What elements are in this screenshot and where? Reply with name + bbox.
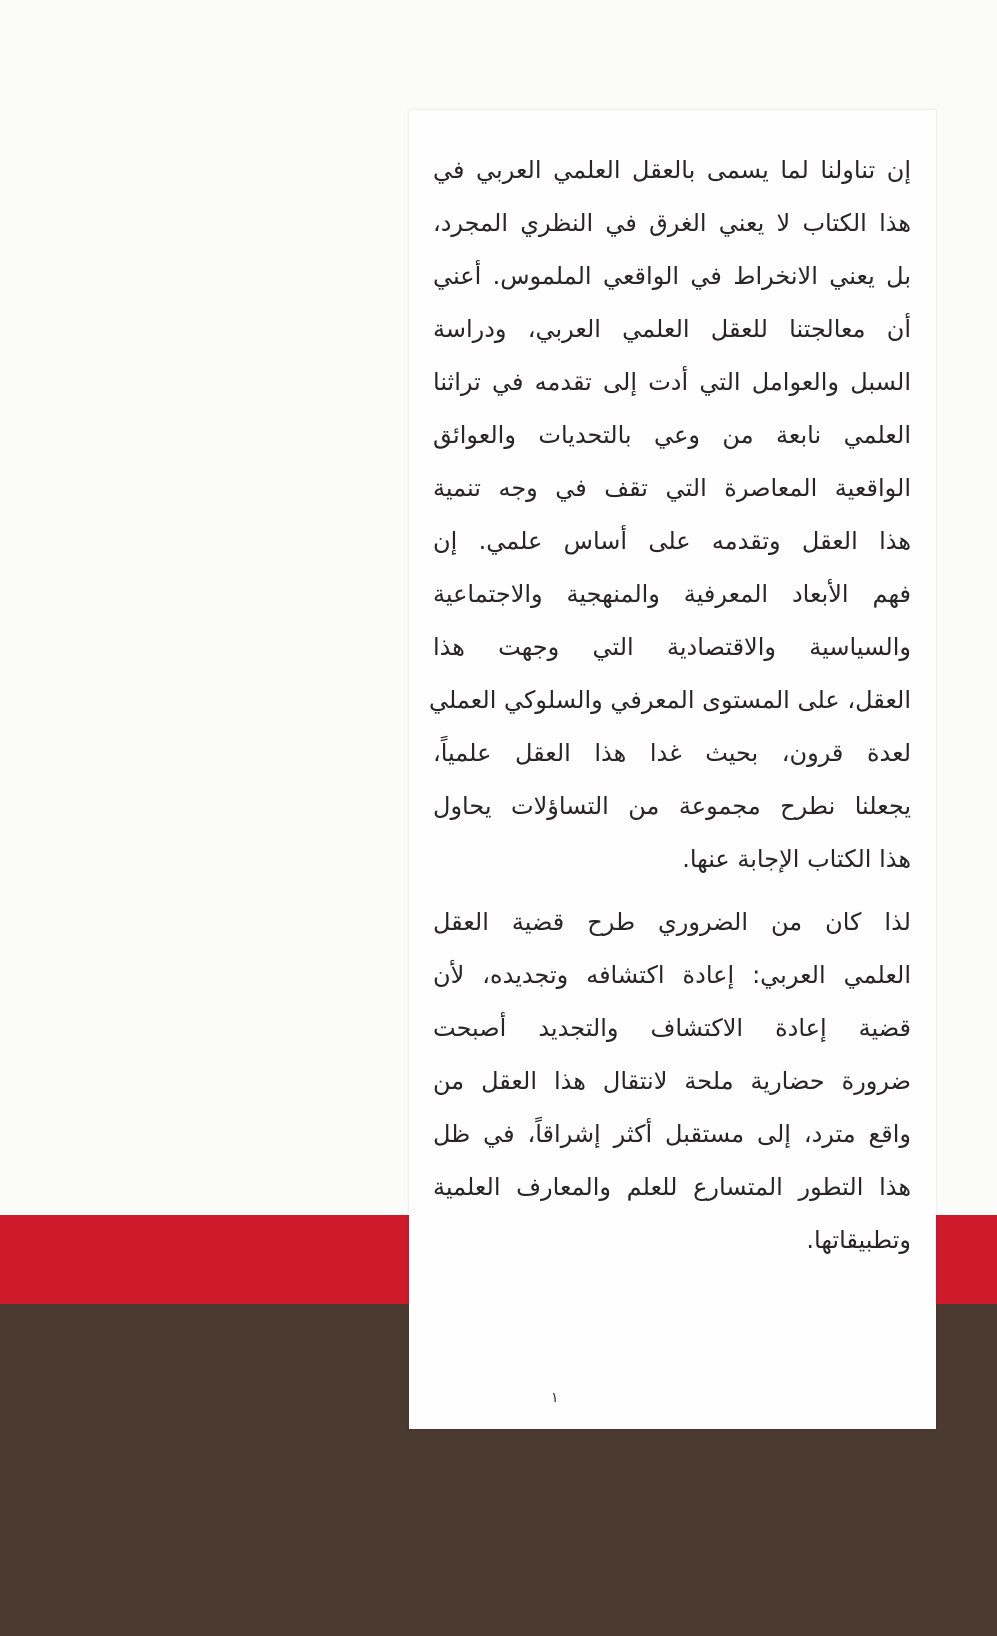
text-line: لعدة قرون، بحيث غدا هذا العقل علمياً، — [433, 739, 911, 767]
text-line: هذا الكتاب لا يعني الغرق في النظري المجرد، — [433, 209, 911, 237]
text-line: بل يعني الانخراط في الواقعي الملموس. أعني — [433, 262, 911, 290]
text-line: فهم الأبعاد المعرفية والمنهجية والاجتماعية — [433, 580, 911, 608]
text-line: العلمي العربي: إعادة اكتشافه وتجديده، لأن — [433, 961, 911, 989]
text-line: لذا كان من الضروري طرح قضية العقل — [433, 908, 911, 936]
blurb-paragraph-2 — [433, 896, 911, 1267]
text-line: إن تناولنا لما يسمى بالعقل العلمي العربي في — [433, 156, 911, 184]
text-line: هذا الكتاب الإجابة عنها. — [682, 845, 911, 873]
text-line: هذا التطور المتسارع للعلم والمعارف العلمية — [433, 1173, 911, 1201]
page-number: ١ — [551, 1390, 559, 1406]
text-line: وتطبيقاتها. — [806, 1226, 911, 1254]
back-cover-text-card — [409, 110, 936, 1429]
text-line: السبل والعوامل التي أدت إلى تقدمه في تراثنا — [433, 368, 911, 396]
text-line: يجعلنا نطرح مجموعة من التساؤلات يحاول — [433, 792, 911, 820]
text-line: والسياسية والاقتصادية التي وجهت هذا — [433, 633, 911, 661]
blurb-text — [428, 144, 911, 1267]
text-line: هذا العقل وتقدمه على أساس علمي. إن — [433, 527, 911, 555]
text-line: واقع مترد، إلى مستقبل أكثر إشراقاً، في ظل — [433, 1120, 911, 1148]
text-line: ضرورة حضارية ملحة لانتقال هذا العقل من — [433, 1067, 911, 1095]
text-line: العلمي نابعة من وعي بالتحديات والعوائق — [433, 421, 911, 449]
blurb-paragraph-1 — [428, 144, 911, 886]
text-line: أن معالجتنا للعقل العلمي العربي، ودراسة — [433, 315, 911, 343]
text-line: قضية إعادة الاكتشاف والتجديد أصبحت — [433, 1014, 911, 1042]
text-line: الواقعية المعاصرة التي تقف في وجه تنمية — [433, 474, 911, 502]
text-line: العقل، على المستوى المعرفي والسلوكي العملي — [428, 686, 911, 714]
